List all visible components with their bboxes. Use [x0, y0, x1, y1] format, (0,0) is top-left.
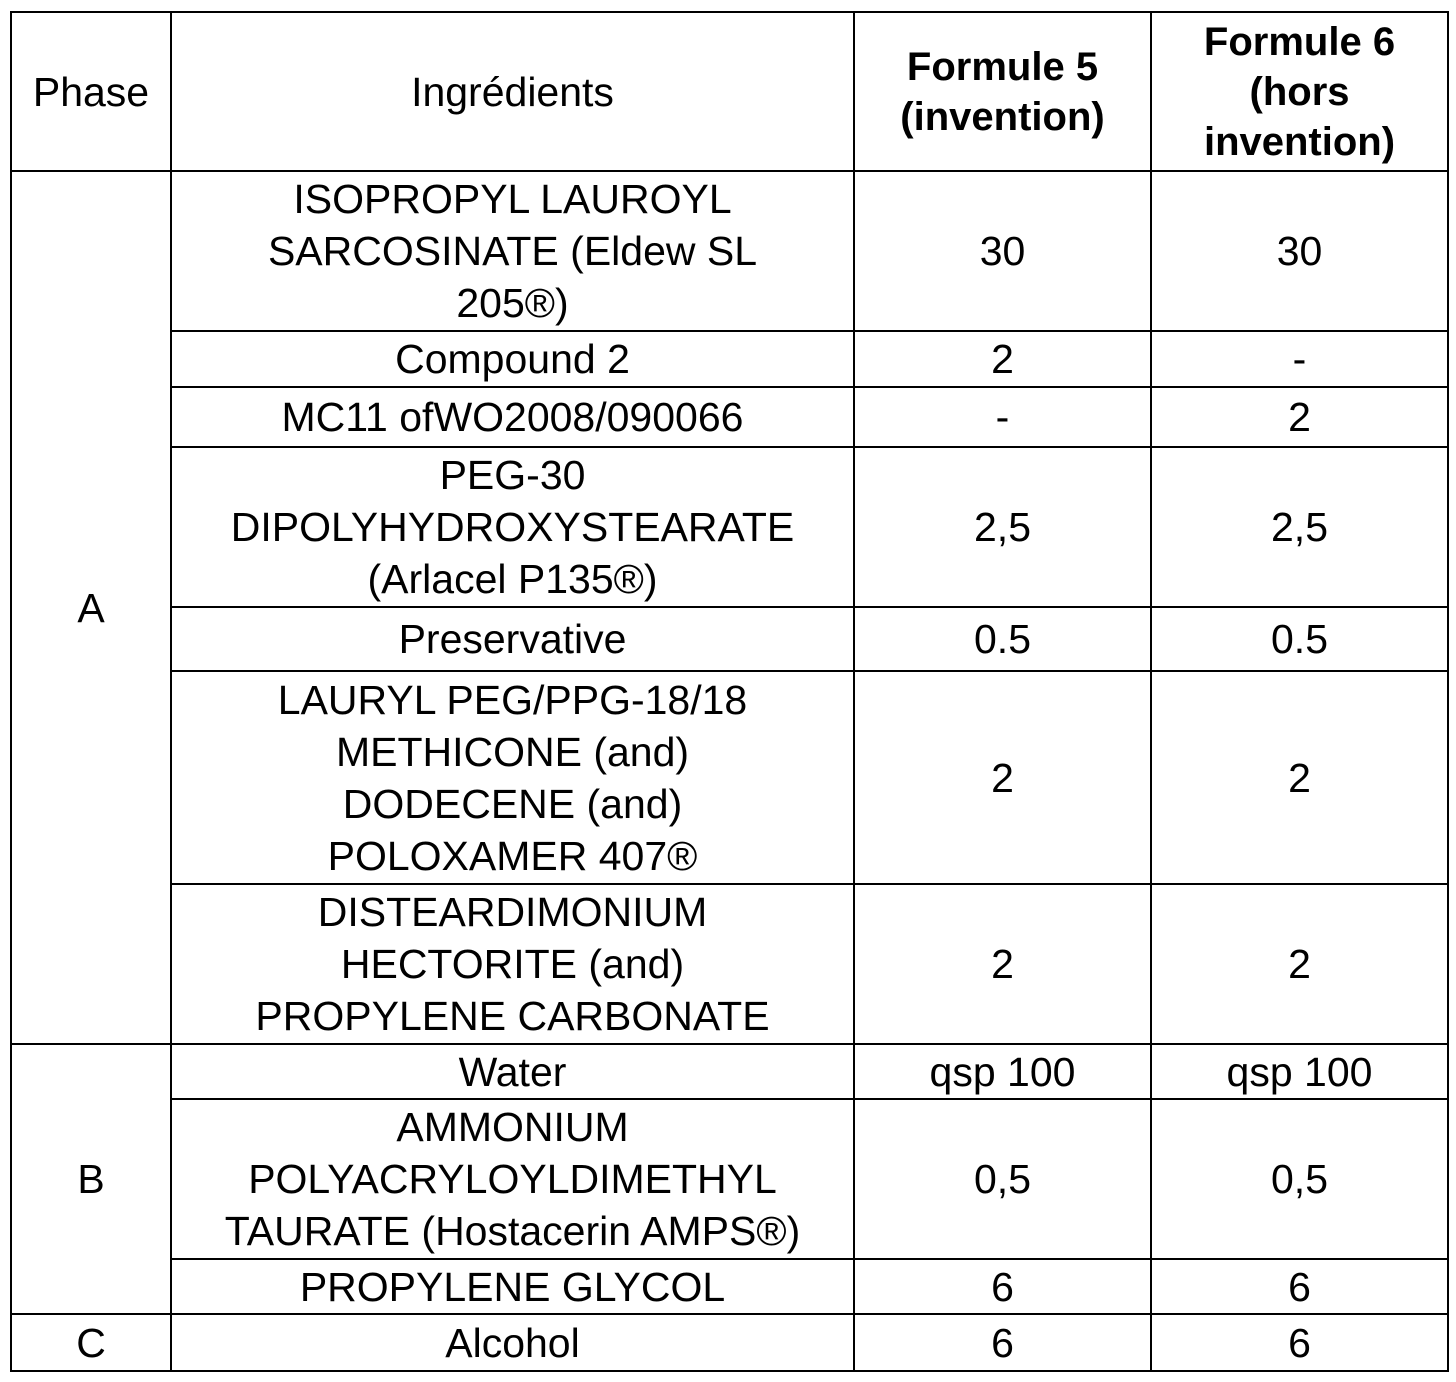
header-formule6-line: invention): [1203, 119, 1396, 164]
ingredient-line: MC11 ofWO2008/090066: [281, 394, 744, 440]
formule5-value: 30: [854, 171, 1151, 331]
formule6-value: qsp 100: [1151, 1044, 1448, 1099]
ingredient-cell: [171, 1314, 854, 1371]
header-phase: Phase: [11, 12, 171, 171]
formule5-value: 0,5: [854, 1099, 1151, 1259]
table-row: [11, 331, 1448, 387]
ingredient-line: METHICONE (and): [335, 728, 690, 775]
ingredient-cell: [171, 387, 854, 447]
ingredient-line: (Arlacel P135®): [367, 556, 658, 602]
table-row: [11, 1259, 1448, 1314]
formule6-value: -: [1151, 331, 1448, 387]
ingredient-line: DIPOLYHYDROXYSTEARATE: [230, 504, 795, 550]
formule5-value: 2: [854, 331, 1151, 387]
ingredient-cell: [171, 171, 854, 331]
ingredient-line: ISOPROPYL LAUROYL: [293, 176, 732, 222]
ingredient-cell: [171, 447, 854, 607]
formule6-value: 6: [1151, 1259, 1448, 1314]
formule5-value: 6: [854, 1259, 1151, 1314]
ingredient-line: SARCOSINATE (Eldew SL: [267, 228, 758, 274]
header-formule5-line: Formule 5: [906, 44, 1099, 89]
formule6-value: 0.5: [1151, 607, 1448, 671]
formule5-value: 0.5: [854, 607, 1151, 671]
formule5-value: 2: [854, 671, 1151, 884]
ingredient-line: AMMONIUM: [396, 1104, 629, 1150]
ingredient-line: DODECENE (and): [342, 780, 683, 827]
header-formule5-line: (invention): [900, 94, 1105, 139]
formule6-value: 30: [1151, 171, 1448, 331]
ingredient-line: PEG-30: [439, 452, 586, 498]
header-formule6-line: Formule 6: [1203, 19, 1396, 64]
formule5-value: 6: [854, 1314, 1151, 1371]
ingredient-line: POLYACRYLOYLDIMETHYL: [248, 1156, 777, 1202]
ingredient-cell: [171, 1259, 854, 1314]
formule6-value: 2: [1151, 884, 1448, 1044]
header-ingredients: Ingrédients: [171, 12, 854, 171]
ingredient-line: POLOXAMER 407®: [327, 832, 698, 879]
formula-table: [10, 11, 1449, 1372]
ingredient-line: 205®): [456, 280, 569, 326]
formule6-value: 2,5: [1151, 447, 1448, 607]
table-row: [11, 607, 1448, 671]
ingredient-line: LAURYL PEG/PPG-18/18: [277, 676, 748, 723]
header-formule6: [1151, 12, 1448, 171]
formule5-value: qsp 100: [854, 1044, 1151, 1099]
ingredient-line: Water: [458, 1048, 567, 1095]
ingredient-line: PROPYLENE GLYCOL: [299, 1263, 726, 1310]
ingredient-line: PROPYLENE CARBONATE: [255, 993, 770, 1039]
header-formule5: [854, 12, 1151, 171]
table-row: [11, 671, 1448, 884]
ingredient-line: Preservative: [398, 616, 627, 662]
phase-cell-a: A: [11, 171, 171, 1044]
ingredient-cell: [171, 671, 854, 884]
phase-cell-c: C: [11, 1314, 171, 1371]
ingredient-cell: [171, 884, 854, 1044]
ingredient-line: HECTORITE (and): [340, 941, 685, 987]
header-row: [11, 12, 1448, 171]
ingredient-cell: [171, 607, 854, 671]
formule5-value: -: [854, 387, 1151, 447]
table-row: [11, 1099, 1448, 1259]
table-row: [11, 387, 1448, 447]
ingredient-cell: [171, 1099, 854, 1259]
formule6-value: 2: [1151, 671, 1448, 884]
formule6-value: 2: [1151, 387, 1448, 447]
table-row: [11, 447, 1448, 607]
header-formule6-line: (hors: [1249, 69, 1350, 114]
ingredient-line: Compound 2: [395, 336, 630, 382]
table-row: [11, 1314, 1448, 1371]
formule5-value: 2,5: [854, 447, 1151, 607]
ingredient-line: Alcohol: [445, 1319, 580, 1366]
ingredient-line: TAURATE (Hostacerin AMPS®): [224, 1208, 801, 1254]
formule5-value: 2: [854, 884, 1151, 1044]
phase-cell-b: B: [11, 1044, 171, 1314]
table-row: [11, 171, 1448, 331]
ingredient-cell: [171, 1044, 854, 1099]
formule6-value: 0,5: [1151, 1099, 1448, 1259]
formule6-value: 6: [1151, 1314, 1448, 1371]
table-row: [11, 884, 1448, 1044]
ingredient-line: DISTEARDIMONIUM: [317, 889, 708, 935]
ingredient-cell: [171, 331, 854, 387]
table-row: [11, 1044, 1448, 1099]
